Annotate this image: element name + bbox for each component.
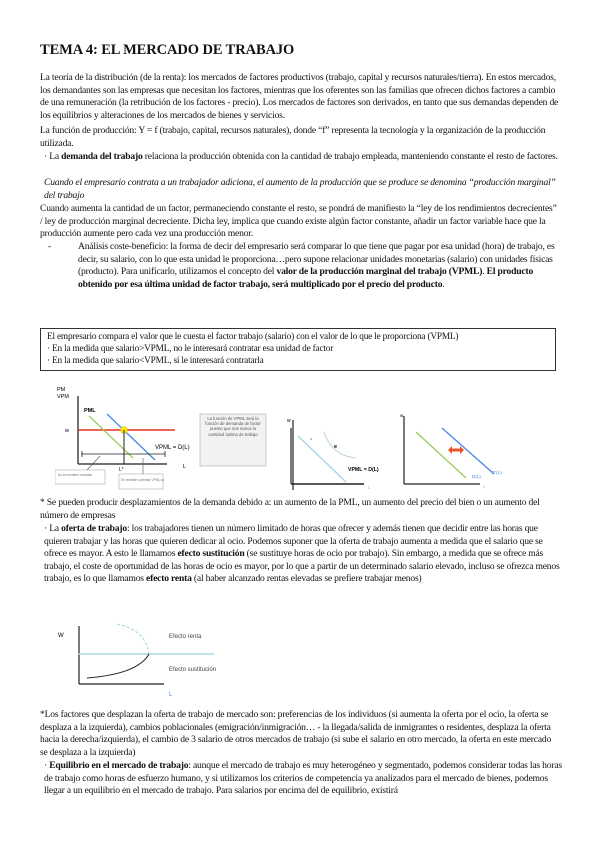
term-vpml-definition: El producto obtenido por esa última unidad de factor trabajo, será multiplicado por el precio del producto <box>78 266 534 290</box>
y-axis-label: w <box>287 418 291 424</box>
y-axis-label: W <box>58 633 64 639</box>
x-axis-label: L <box>169 692 173 698</box>
figure-demand-shift <box>400 412 520 490</box>
d1-label: D(L) <box>472 474 481 479</box>
x-axis-label: L <box>483 484 486 489</box>
bullet-dash: - <box>48 241 51 252</box>
callout-text: La función de VPML será la función de demanda de factor puesto que nos marca la cantidad óptima de trabajo <box>205 416 261 437</box>
paragraph-labor-demand <box>40 151 564 164</box>
curve-label: VPML = D(L) <box>155 445 190 451</box>
paragraph-supply-shifts: *Los factores que desplazan la oferta de trabajo de mercado son: preferencias de los individuos (si aumenta la oferta por el ocio, la oferta se desplaza a la izquierda), cambios poblacionales (emigración/inmigración… - la llegada/salida de inmigrantes o residentes, desplaza la oferta hacia la derecha/izquierda), el cambio de 3 salario de otros mercados de trabajo (si sube el salario en otro mercado, la oferta en este mercado se desplaza a la izquierda) <box>40 709 552 758</box>
term-labor-supply: oferta de trabajo <box>61 523 127 534</box>
figure-labor-supply <box>50 620 300 700</box>
summary-box <box>40 328 556 371</box>
x-axis-label: L <box>183 464 187 470</box>
paragraph-demand-shifts: * Se pueden producir desplazamientos de la demanda debido a: un aumento de la PML, un aumento del precio del bien o un aumento del número de empresas <box>40 497 540 521</box>
note-left: No es rentable contratar <box>58 473 93 477</box>
x-axis-label: L <box>368 485 371 490</box>
text: · <box>44 760 50 771</box>
page-title: TEMA 4: EL MERCADO DE TRABAJO <box>40 42 295 58</box>
text: · La <box>44 523 62 534</box>
paragraph-equilibrium <box>40 760 564 798</box>
curve-e-label: e <box>334 444 338 450</box>
box-line: El empresario compara el valor que le cuesta el factor trabajo (salario) con el valor de lo que le proporciona (VPML) <box>47 332 459 342</box>
wage-label: w <box>65 428 69 434</box>
y-axis-label: w <box>400 413 404 418</box>
term-substitution-effect: efecto sustitución <box>177 548 245 560</box>
svg-text:x: x <box>310 436 312 441</box>
text: (se sustituye horas de ocio por trabajo). Sin embargo, a medida que se ofrece más trabajo, el coste de oportunidad de las horas de ocio es mayor, por lo que a partir de un determinado salario elevado, incluso se ofrezca menos trabajo, es lo que llamamos <box>44 548 560 585</box>
figure-vpml-demand <box>55 382 295 490</box>
lower-label: Efecto sustitución <box>169 667 217 673</box>
text: · La <box>44 151 62 162</box>
term-equilibrium: Equilibrio en el mercado de trabajo <box>49 760 189 771</box>
term-labor-demand: demanda del trabajo <box>61 151 143 162</box>
box-line: · En la medida que salario<VPML, sí le interesará contratarla <box>47 355 264 366</box>
term-vpml: valor de la producción marginal del trabajo (VPML) <box>276 266 483 278</box>
text: : los trabajadores tienen un número limitado de horas que ofrecer y además tienen que decidir entre las horas que quieren trabajar y las horas que quieren dedicar al ocio. Podemos suponer que la oferta de trabajo aumenta a medida que el salario que se ofrece es mayor. A esto le llamamos <box>44 523 543 560</box>
paragraph-labor-supply <box>40 523 564 586</box>
bullet-cost-benefit <box>40 241 560 291</box>
note-right: Es rentable contratar VPML>w <box>121 478 165 482</box>
text: : aunque el mercado de trabajo es muy heterogéneo y segmentado, podemos considerar todas las horas de trabajo como horas de esfuerzo humano, y si utilizamos los criterios de competencia ya analizados para el mercado de bienes, podemos llegar a un equilibrio en el mercado de trabajo. Para salarios por encima del de equilibrio, existirá <box>44 760 562 797</box>
paragraph-diminishing-returns: Cuando aumenta la cantidad de un factor, permaneciendo constante el resto, se pondrá de manifiesto la “ley de los rendimientos decrecientes” / ley de producción marginal decreciente. Dicha ley, implica que cuando existe algún factor constante, añadir un factor variable hace que la producción aumente pero cada vez una producción menor. <box>40 203 557 240</box>
bullet-body <box>78 241 560 291</box>
text: Análisis coste-beneficio: la forma de decir del empresario será comparar lo que tiene que pagar por esa unidad (hora) de trabajo, es decir, su salario, con lo que esta unidad le proporciona…pero supone relacionar unidades monetarias (salario) con unidades físicas (producto). Para unificarlo, utilizamos el concepto del <box>78 241 555 278</box>
curve-label: VPML = D(L) <box>348 467 379 473</box>
paragraph-production-function: La función de producción: Y = f (trabajo, capital, recursos naturales), donde “f” representa la tecnología y la organización de la producción utilizada. <box>40 125 546 149</box>
upper-label: Efecto renta <box>169 634 202 640</box>
text: . <box>442 278 445 290</box>
paragraph-marginal-product-definition <box>40 177 564 202</box>
italic-definition: Cuando el empresario contrata a un trabajador adiciona, el aumento de la producción que se produce se denomina “producción marginal” del trabajo <box>44 177 556 201</box>
text: . <box>482 266 487 278</box>
equilibrium-label: L* <box>119 467 124 473</box>
y-axis-label: PM <box>57 387 66 393</box>
text: (al haber alcanzado rentas elevadas se prefiere trabajar menos) <box>191 573 422 585</box>
text: relaciona la producción obtenida con la cantidad de trabajo empleada, manteniendo constante el resto de factores. <box>142 151 558 162</box>
term-income-effect: efecto renta <box>146 573 192 585</box>
figure-vpml-curve <box>290 420 390 490</box>
paragraph-distribution-theory: La teoría de la distribución (de la renta): los mercados de factores productivos (trabajo, capital y recursos naturales/tierra). En estos mercados, los demandantes son las empresas que necesitan los factores, mientras que los oferentes son las familias que ofrecen dichos factores a cambio de una remuneración (la retribución de los factores - precio). Los mercados de factores son derivados, en tanto que sus demandas dependen de los equilibrios y alteraciones de los mercados de bienes y servicios. <box>40 72 559 121</box>
y-axis-label: VPM <box>57 394 69 400</box>
pml-label: PML <box>84 408 96 414</box>
box-line: · En la medida que salario>VPML, no le interesará contratar esa unidad de factor <box>47 343 334 354</box>
d2-label: D'(L) <box>492 470 502 475</box>
